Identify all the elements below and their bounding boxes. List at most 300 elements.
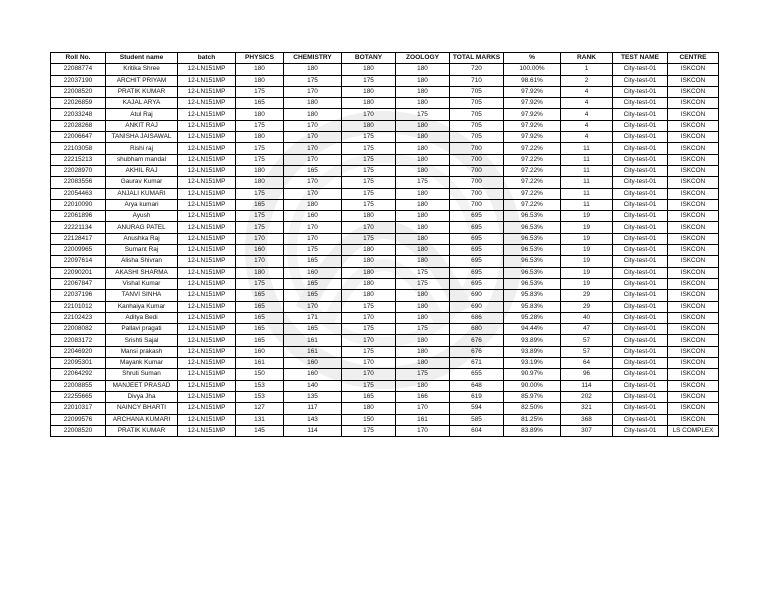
table-cell: 22061896 (51, 211, 106, 222)
table-cell: ISKCON (668, 391, 719, 402)
table-cell: ISKCON (668, 380, 719, 391)
table-cell: 180 (396, 380, 450, 391)
table-cell: Anushka Raj (106, 233, 178, 244)
table-cell: 12-LN151MP (178, 414, 236, 425)
table-cell: 307 (561, 425, 613, 436)
table-cell: 180 (396, 211, 450, 222)
table-cell: 95.83% (504, 290, 561, 301)
column-header: TOTAL MARKS (450, 53, 504, 64)
table-cell: 12-LN151MP (178, 188, 236, 199)
table-cell: KAJAL ARYA (106, 98, 178, 109)
table-cell: 97.22% (504, 143, 561, 154)
table-cell: 22101012 (51, 301, 106, 312)
table-row (51, 233, 719, 244)
table-row (51, 211, 719, 222)
table-cell: ISKCON (668, 278, 719, 289)
table-cell: 95.83% (504, 301, 561, 312)
table-cell: 175 (236, 154, 284, 165)
table-cell: 175 (396, 278, 450, 289)
table-cell: 175 (236, 86, 284, 97)
table-cell: 686 (450, 312, 504, 323)
table-cell: ISKCON (668, 369, 719, 380)
table-cell: City-test-01 (613, 369, 668, 380)
table-cell: 12-LN151MP (178, 86, 236, 97)
table-cell: City-test-01 (613, 312, 668, 323)
table-cell: 705 (450, 132, 504, 143)
table-cell: 22215213 (51, 154, 106, 165)
table-cell: 19 (561, 222, 613, 233)
table-cell: 117 (284, 403, 342, 414)
table-cell: 180 (342, 86, 396, 97)
column-header: Roll No. (51, 53, 106, 64)
table-cell: 700 (450, 165, 504, 176)
table-cell: 170 (342, 358, 396, 369)
table-cell: 22064292 (51, 369, 106, 380)
table-cell: 180 (236, 267, 284, 278)
table-cell: 12-LN151MP (178, 403, 236, 414)
table-cell: 705 (450, 98, 504, 109)
table-cell: 175 (342, 75, 396, 86)
table-cell: 170 (284, 154, 342, 165)
table-cell: 12-LN151MP (178, 256, 236, 267)
table-cell: 594 (450, 403, 504, 414)
table-row (51, 199, 719, 210)
table-cell: City-test-01 (613, 233, 668, 244)
table-cell: 165 (284, 256, 342, 267)
table-cell: 12-LN151MP (178, 75, 236, 86)
table-cell: 695 (450, 278, 504, 289)
table-cell: 180 (396, 256, 450, 267)
table-cell: City-test-01 (613, 290, 668, 301)
table-row (51, 256, 719, 267)
table-row (51, 403, 719, 414)
table-cell: 19 (561, 278, 613, 289)
table-cell: 96.53% (504, 211, 561, 222)
table-cell: Kritika Shree (106, 64, 178, 75)
table-cell: 175 (342, 346, 396, 357)
table-row (51, 267, 719, 278)
table-cell: 655 (450, 369, 504, 380)
table-cell: 22046920 (51, 346, 106, 357)
table-cell: 175 (342, 425, 396, 436)
table-cell: ISKCON (668, 188, 719, 199)
column-header: CENTRE (668, 53, 719, 64)
table-cell: 12-LN151MP (178, 98, 236, 109)
table-cell: 22083172 (51, 335, 106, 346)
table-cell: 170 (236, 256, 284, 267)
table-cell: 180 (396, 358, 450, 369)
table-cell: 170 (342, 312, 396, 323)
table-row (51, 369, 719, 380)
table-cell: City-test-01 (613, 177, 668, 188)
table-cell: ISKCON (668, 64, 719, 75)
table-cell: 12-LN151MP (178, 165, 236, 176)
table-cell: 83.89% (504, 425, 561, 436)
table-cell: 180 (236, 109, 284, 120)
table-cell: 11 (561, 188, 613, 199)
table-cell: 19 (561, 256, 613, 267)
column-header: RANK (561, 53, 613, 64)
table-cell: ISKCON (668, 132, 719, 143)
table-cell: 12-LN151MP (178, 425, 236, 436)
table-cell: 22090201 (51, 267, 106, 278)
table-cell: 22008520 (51, 86, 106, 97)
table-cell: 165 (236, 98, 284, 109)
table-cell: 114 (561, 380, 613, 391)
table-cell: 12-LN151MP (178, 132, 236, 143)
table-cell: 19 (561, 233, 613, 244)
table-cell: 81.25% (504, 414, 561, 425)
table-cell: 175 (236, 188, 284, 199)
table-cell: 22033248 (51, 109, 106, 120)
table-cell: 114 (284, 425, 342, 436)
table-row (51, 324, 719, 335)
table-cell: ISKCON (668, 290, 719, 301)
table-cell: AKASHI SHARMA (106, 267, 178, 278)
table-row (51, 132, 719, 143)
table-cell: 170 (236, 233, 284, 244)
table-cell: 57 (561, 346, 613, 357)
table-cell: 12-LN151MP (178, 290, 236, 301)
table-cell: ISKCON (668, 177, 719, 188)
table-cell: 11 (561, 177, 613, 188)
table-cell: 12-LN151MP (178, 312, 236, 323)
table-cell: 11 (561, 165, 613, 176)
table-cell: 180 (396, 312, 450, 323)
column-header: TEST NAME (613, 53, 668, 64)
table-row (51, 109, 719, 120)
column-header: % (504, 53, 561, 64)
table-cell: 90.00% (504, 380, 561, 391)
table-cell: 690 (450, 301, 504, 312)
table-cell: 160 (236, 245, 284, 256)
table-cell: 175 (396, 109, 450, 120)
table-cell: 4 (561, 98, 613, 109)
table-cell: 619 (450, 391, 504, 402)
table-cell: 700 (450, 143, 504, 154)
table-cell: 180 (396, 233, 450, 244)
table-cell: 22088774 (51, 64, 106, 75)
table-cell: ISKCON (668, 165, 719, 176)
table-cell: 165 (284, 324, 342, 335)
table-cell: 22008520 (51, 425, 106, 436)
table-cell: 12-LN151MP (178, 358, 236, 369)
table-cell: 165 (236, 290, 284, 301)
table-cell: LS COMPLEX (668, 425, 719, 436)
table-cell: 22026859 (51, 98, 106, 109)
table-cell: City-test-01 (613, 154, 668, 165)
table-cell: 170 (284, 143, 342, 154)
table-cell: 180 (396, 301, 450, 312)
table-cell: City-test-01 (613, 403, 668, 414)
table-cell: 170 (284, 120, 342, 131)
table-cell: City-test-01 (613, 98, 668, 109)
table-cell: 96 (561, 369, 613, 380)
table-cell: 12-LN151MP (178, 346, 236, 357)
table-cell: ANJALI KUMARI (106, 188, 178, 199)
column-header: Student name (106, 53, 178, 64)
table-cell: 175 (342, 188, 396, 199)
table-cell: 22037190 (51, 75, 106, 86)
table-cell: ARCHIT PRIYAM (106, 75, 178, 86)
table-cell: 165 (236, 301, 284, 312)
table-cell: 695 (450, 211, 504, 222)
table-cell: 12-LN151MP (178, 278, 236, 289)
table-cell: ISKCON (668, 358, 719, 369)
table-cell: City-test-01 (613, 86, 668, 97)
table-row (51, 64, 719, 75)
table-cell: 22255665 (51, 391, 106, 402)
table-cell: 97.92% (504, 120, 561, 131)
table-row (51, 380, 719, 391)
table-cell: Aditya Bedi (106, 312, 178, 323)
column-header: batch (178, 53, 236, 64)
table-cell: 12-LN151MP (178, 233, 236, 244)
table-cell: Vishal Kumar (106, 278, 178, 289)
table-cell: 12-LN151MP (178, 301, 236, 312)
table-cell: 175 (342, 132, 396, 143)
table-cell: 175 (342, 324, 396, 335)
table-cell: 12-LN151MP (178, 222, 236, 233)
table-cell: ISKCON (668, 109, 719, 120)
table-cell: 4 (561, 86, 613, 97)
table-cell: 12-LN151MP (178, 391, 236, 402)
table-cell: 22028268 (51, 120, 106, 131)
table-cell: 96.53% (504, 256, 561, 267)
table-cell: 170 (284, 177, 342, 188)
table-row (51, 75, 719, 86)
table-row (51, 222, 719, 233)
table-cell: 705 (450, 120, 504, 131)
table-cell: 97.92% (504, 86, 561, 97)
table-row (51, 154, 719, 165)
table-cell: 97.22% (504, 165, 561, 176)
table-cell: 145 (236, 425, 284, 436)
table-cell: 175 (342, 165, 396, 176)
table-cell: ISKCON (668, 346, 719, 357)
table-cell: City-test-01 (613, 425, 668, 436)
table-cell: 153 (236, 391, 284, 402)
table-cell: 29 (561, 301, 613, 312)
table-cell: 180 (236, 132, 284, 143)
table-cell: ANURAG PATEL (106, 222, 178, 233)
table-cell: 29 (561, 290, 613, 301)
table-cell: 12-LN151MP (178, 109, 236, 120)
table-cell: 161 (236, 358, 284, 369)
table-row (51, 358, 719, 369)
table-cell: 180 (236, 165, 284, 176)
table-cell: 64 (561, 358, 613, 369)
table-cell: 4 (561, 120, 613, 131)
table-cell: Ayush (106, 211, 178, 222)
table-cell: 695 (450, 267, 504, 278)
table-cell: 143 (284, 414, 342, 425)
table-cell: 175 (236, 211, 284, 222)
table-cell: 96.53% (504, 245, 561, 256)
table-cell: 648 (450, 380, 504, 391)
table-cell: 165 (284, 290, 342, 301)
table-cell: 22067847 (51, 278, 106, 289)
table-row (51, 143, 719, 154)
table-cell: 11 (561, 154, 613, 165)
table-cell: 160 (284, 211, 342, 222)
table-cell: 150 (236, 369, 284, 380)
table-cell: 135 (284, 391, 342, 402)
table-cell: ISKCON (668, 414, 719, 425)
table-cell: 100.00% (504, 64, 561, 75)
table-cell: City-test-01 (613, 380, 668, 391)
table-cell: Pallavi pragati (106, 324, 178, 335)
table-cell: 180 (342, 120, 396, 131)
table-cell: 175 (236, 222, 284, 233)
table-cell: 1 (561, 64, 613, 75)
table-cell: 170 (342, 109, 396, 120)
table-cell: ISKCON (668, 245, 719, 256)
table-cell: 19 (561, 245, 613, 256)
table-cell: City-test-01 (613, 301, 668, 312)
table-cell: ISKCON (668, 233, 719, 244)
table-cell: 170 (284, 301, 342, 312)
table-cell: ARCHANA KUMARI (106, 414, 178, 425)
table-cell: 96.53% (504, 278, 561, 289)
table-cell: 585 (450, 414, 504, 425)
table-cell: ISKCON (668, 154, 719, 165)
table-cell: Gaurav Kumar (106, 177, 178, 188)
table-cell: 202 (561, 391, 613, 402)
table-cell: 180 (396, 132, 450, 143)
table-cell: 97.92% (504, 109, 561, 120)
table-cell: City-test-01 (613, 324, 668, 335)
table-cell: MANJEET PRASAD (106, 380, 178, 391)
table-cell: City-test-01 (613, 358, 668, 369)
table-cell: 12-LN151MP (178, 380, 236, 391)
table-cell: 175 (342, 154, 396, 165)
table-cell: ISKCON (668, 222, 719, 233)
table-cell: 22103058 (51, 143, 106, 154)
table-cell: City-test-01 (613, 132, 668, 143)
table-cell: 180 (284, 109, 342, 120)
table-cell: 150 (342, 414, 396, 425)
table-cell: Divya Jha (106, 391, 178, 402)
table-cell: 97.92% (504, 132, 561, 143)
table-cell: 175 (342, 380, 396, 391)
table-cell: City-test-01 (613, 335, 668, 346)
table-cell: 93.89% (504, 346, 561, 357)
table-cell: ISKCON (668, 267, 719, 278)
table-cell: 40 (561, 312, 613, 323)
table-cell: 695 (450, 222, 504, 233)
header-row (51, 53, 719, 64)
table-cell: 180 (342, 256, 396, 267)
table-cell: City-test-01 (613, 143, 668, 154)
table-cell: 180 (342, 290, 396, 301)
table-cell: 82.50% (504, 403, 561, 414)
table-cell: 22028970 (51, 165, 106, 176)
table-cell: 153 (236, 380, 284, 391)
table-cell: 170 (284, 188, 342, 199)
table-cell: City-test-01 (613, 120, 668, 131)
table-cell: 140 (284, 380, 342, 391)
table-row (51, 346, 719, 357)
table-cell: 175 (236, 278, 284, 289)
table-cell: Shruti Suman (106, 369, 178, 380)
table-cell: 22221134 (51, 222, 106, 233)
table-cell: 12-LN151MP (178, 335, 236, 346)
table-cell: 180 (396, 188, 450, 199)
table-cell: 170 (284, 132, 342, 143)
table-cell: 160 (236, 346, 284, 357)
table-cell: Srishti Sajal (106, 335, 178, 346)
table-cell: 12-LN151MP (178, 324, 236, 335)
table-row (51, 165, 719, 176)
table-body (51, 64, 719, 437)
table-cell: 97.22% (504, 199, 561, 210)
table-cell: 180 (396, 199, 450, 210)
table-cell: 12-LN151MP (178, 245, 236, 256)
table-cell: 180 (342, 211, 396, 222)
table-cell: 180 (342, 245, 396, 256)
table-cell: 695 (450, 256, 504, 267)
table-cell: 12-LN151MP (178, 154, 236, 165)
table-cell: 19 (561, 267, 613, 278)
column-header: CHEMISTRY (284, 53, 342, 64)
table-cell: 180 (342, 267, 396, 278)
table-cell: 165 (236, 335, 284, 346)
table-cell: 180 (396, 75, 450, 86)
table-cell: 85.97% (504, 391, 561, 402)
table-cell: PRATIK KUMAR (106, 86, 178, 97)
table-cell: Atul Raj (106, 109, 178, 120)
table-row (51, 301, 719, 312)
table-cell: 175 (342, 177, 396, 188)
table-cell: 12-LN151MP (178, 120, 236, 131)
table-cell: 97.22% (504, 154, 561, 165)
table-cell: 22010090 (51, 199, 106, 210)
table-cell: 180 (396, 98, 450, 109)
table-cell: 180 (342, 64, 396, 75)
table-cell: 170 (396, 403, 450, 414)
table-cell: 22006647 (51, 132, 106, 143)
table-cell: 695 (450, 233, 504, 244)
table-row (51, 86, 719, 97)
table-cell: 180 (236, 177, 284, 188)
table-cell: AKHIL RAJ (106, 165, 178, 176)
table-cell: ISKCON (668, 312, 719, 323)
table-cell: 180 (396, 64, 450, 75)
table-cell: 160 (284, 358, 342, 369)
table-cell: 97.92% (504, 98, 561, 109)
table-cell: 22099576 (51, 414, 106, 425)
table-cell: ISKCON (668, 324, 719, 335)
table-cell: City-test-01 (613, 391, 668, 402)
table-cell: 4 (561, 109, 613, 120)
table-cell: 12-LN151MP (178, 369, 236, 380)
table-cell: 11 (561, 199, 613, 210)
table-cell: ISKCON (668, 86, 719, 97)
table-cell: 22008855 (51, 380, 106, 391)
table-cell: 720 (450, 64, 504, 75)
table-cell: ISKCON (668, 301, 719, 312)
table-cell: 165 (236, 324, 284, 335)
results-table (50, 52, 719, 437)
table-cell: 22097614 (51, 256, 106, 267)
table-cell: 97.22% (504, 188, 561, 199)
table-cell: 700 (450, 177, 504, 188)
table-cell: ISKCON (668, 143, 719, 154)
table-cell: 180 (342, 98, 396, 109)
table-cell: City-test-01 (613, 245, 668, 256)
table-cell: 175 (396, 324, 450, 335)
